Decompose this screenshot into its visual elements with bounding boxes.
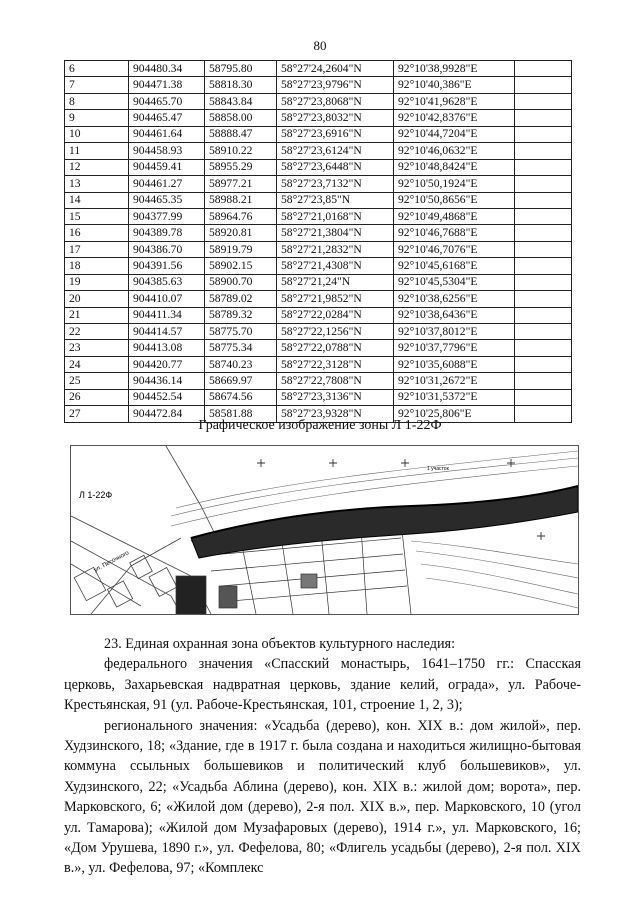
table-cell: 58789.32	[205, 307, 277, 323]
table-cell: 92°10'45,5304"E	[394, 274, 515, 290]
table-cell: 26	[65, 389, 129, 405]
map-street-label: ул. Песочного	[93, 550, 131, 574]
table-cell: 92°10'45,6168"E	[394, 258, 515, 274]
table-cell: 92°10'35,6088"E	[394, 356, 515, 372]
table-cell: 92°10'50,8656"E	[394, 192, 515, 208]
table-row	[65, 241, 572, 257]
table-cell-empty	[515, 93, 572, 109]
table-cell-empty	[515, 208, 572, 224]
table-cell: 58°27'23,85"N	[277, 192, 394, 208]
table-cell: 6	[65, 61, 129, 77]
table-cell: 92°10'38,6256"E	[394, 291, 515, 307]
table-cell: 58988.21	[205, 192, 277, 208]
regional-paragraph: регионального значения: «Усадьба (дерево), кон. XIX в.: дом жилой», пер. Худзинского, 18; «Здание, где в 1917 г. была создана и находиться жилищно-бытовая коммуна ссыльных большевиков и политический клуб большевиков», ул. Худзинского, 22; «Усадьба Аблина (дерево), кон. XIX в.: жилой дом; ворота», пер. Марковского, 6; «Жилой дом (дерево), 2-я пол. XIX в.», пер. Марковского, 10 (угол ул. Тамарова); «Жилой дом Музафаровых (дерево), 1914 г.», ул. Марковского, 16; «Дом Урушева, 1890 г.», ул. Фефелова, 80; «Флигель усадьбы (дерево), 2-я пол. XIX в.», ул. Фефелова, 97; «Комплекс	[64, 717, 581, 877]
table-cell: 27	[65, 406, 129, 422]
table-cell: 58910.22	[205, 143, 277, 159]
table-cell: 58919.79	[205, 241, 277, 257]
table-row	[65, 126, 572, 142]
table-cell: 58977.21	[205, 176, 277, 192]
table-cell: 58843.84	[205, 93, 277, 109]
table-cell: 904452.54	[129, 389, 205, 405]
table-cell: 58°27'23,9328"N	[277, 406, 394, 422]
table-cell: 58°27'23,8032"N	[277, 110, 394, 126]
table-cell-empty	[515, 225, 572, 241]
table-cell: 58795.80	[205, 61, 277, 77]
map-caption: Графическое изображение зоны Л 1-22Ф	[198, 418, 442, 433]
table-cell: 92°10'48,8424"E	[394, 159, 515, 175]
table-cell: 16	[65, 225, 129, 241]
table-cell: 15	[65, 208, 129, 224]
table-cell: 58920.81	[205, 225, 277, 241]
table-cell: 58674.56	[205, 389, 277, 405]
table-cell: 58°27'23,9796"N	[277, 77, 394, 93]
table-cell: 904377.99	[129, 208, 205, 224]
table-row	[65, 143, 572, 159]
table-cell: 904471.38	[129, 77, 205, 93]
table-cell: 58775.70	[205, 324, 277, 340]
zone-map	[70, 445, 579, 615]
table-cell: 8	[65, 93, 129, 109]
table-cell: 58°27'23,7132"N	[277, 176, 394, 192]
table-cell: 904436.14	[129, 373, 205, 389]
table-cell: 92°10'31,5372"E	[394, 389, 515, 405]
table-cell: 58°27'23,6124"N	[277, 143, 394, 159]
table-cell-empty	[515, 340, 572, 356]
table-row	[65, 373, 572, 389]
table-cell: 92°10'37,7796"E	[394, 340, 515, 356]
table-cell: 12	[65, 159, 129, 175]
map-sector-label: 1 участок	[427, 466, 449, 472]
section-heading: 23. Единая охранная зона объектов культурного наследия:	[104, 636, 456, 652]
table-cell: 58°27'23,3136"N	[277, 389, 394, 405]
table-cell-empty	[515, 110, 572, 126]
table-cell: 24	[65, 356, 129, 372]
table-cell: 92°10'31,2672"E	[394, 373, 515, 389]
section-23	[64, 634, 581, 879]
table-cell: 21	[65, 307, 129, 323]
table-cell-empty	[515, 143, 572, 159]
table-cell: 92°10'46,0632"E	[394, 143, 515, 159]
table-cell: 58°27'21,3804"N	[277, 225, 394, 241]
table-row	[65, 77, 572, 93]
table-cell: 58°27'22,0788"N	[277, 340, 394, 356]
table-cell-empty	[515, 291, 572, 307]
map-zone-label: Л 1-22Ф	[79, 490, 113, 500]
table-cell: 58581.88	[205, 406, 277, 422]
table-cell: 58669.97	[205, 373, 277, 389]
table-cell: 58900.70	[205, 274, 277, 290]
table-cell: 10	[65, 126, 129, 142]
table-cell: 904461.27	[129, 176, 205, 192]
table-row	[65, 176, 572, 192]
table-cell: 904459.41	[129, 159, 205, 175]
table-row	[65, 61, 572, 77]
coordinates-table-body	[65, 61, 572, 423]
table-cell: 58964.76	[205, 208, 277, 224]
table-cell: 904458.93	[129, 143, 205, 159]
table-row	[65, 159, 572, 175]
table-cell: 58955.29	[205, 159, 277, 175]
table-row	[65, 356, 572, 372]
table-cell: 58°27'21,24"N	[277, 274, 394, 290]
table-cell: 13	[65, 176, 129, 192]
table-cell: 22	[65, 324, 129, 340]
table-row	[65, 389, 572, 405]
table-cell: 58°27'21,4308"N	[277, 258, 394, 274]
table-cell: 904391.56	[129, 258, 205, 274]
table-cell: 92°10'41,9628"E	[394, 93, 515, 109]
table-cell-empty	[515, 176, 572, 192]
table-row	[65, 208, 572, 224]
table-cell: 58°27'22,0284"N	[277, 307, 394, 323]
table-row	[65, 110, 572, 126]
table-cell: 58789.02	[205, 291, 277, 307]
table-cell: 92°10'50,1924"E	[394, 176, 515, 192]
table-cell-empty	[515, 126, 572, 142]
table-cell: 14	[65, 192, 129, 208]
table-cell: 58775.34	[205, 340, 277, 356]
zone-map-drawing	[71, 446, 578, 614]
table-cell-empty	[515, 307, 572, 323]
table-cell-empty	[515, 324, 572, 340]
table-cell-empty	[515, 389, 572, 405]
table-cell-empty	[515, 373, 572, 389]
table-cell-empty	[515, 274, 572, 290]
table-row	[65, 291, 572, 307]
table-cell: 92°10'44,7204"E	[394, 126, 515, 142]
table-cell: 92°10'49,4868"E	[394, 208, 515, 224]
table-cell: 58°27'22,7808"N	[277, 373, 394, 389]
table-cell: 11	[65, 143, 129, 159]
table-cell-empty	[515, 192, 572, 208]
table-cell-empty	[515, 241, 572, 257]
coordinates-table	[64, 60, 572, 423]
table-cell: 904411.34	[129, 307, 205, 323]
table-cell: 25	[65, 373, 129, 389]
table-cell: 904461.64	[129, 126, 205, 142]
table-cell: 92°10'38,6436"E	[394, 307, 515, 323]
table-cell-empty	[515, 258, 572, 274]
table-cell: 19	[65, 274, 129, 290]
table-row	[65, 274, 572, 290]
table-cell: 92°10'38,9928"E	[394, 61, 515, 77]
table-cell: 904420.77	[129, 356, 205, 372]
table-cell: 58°27'21,2832"N	[277, 241, 394, 257]
table-cell: 58°27'21,9852"N	[277, 291, 394, 307]
table-cell: 58740.23	[205, 356, 277, 372]
table-cell-empty	[515, 356, 572, 372]
table-cell: 92°10'42,8376"E	[394, 110, 515, 126]
table-cell: 58°27'23,6448"N	[277, 159, 394, 175]
table-cell-empty	[515, 77, 572, 93]
table-row	[65, 258, 572, 274]
table-cell-empty	[515, 159, 572, 175]
table-cell: 58°27'22,3128"N	[277, 356, 394, 372]
table-cell: 904410.07	[129, 291, 205, 307]
table-cell: 92°10'40,386"E	[394, 77, 515, 93]
table-cell: 23	[65, 340, 129, 356]
table-cell: 904472.84	[129, 406, 205, 422]
table-cell: 92°10'46,7076"E	[394, 241, 515, 257]
table-row	[65, 93, 572, 109]
table-cell: 904385.63	[129, 274, 205, 290]
table-row	[65, 225, 572, 241]
table-cell: 58858.00	[205, 110, 277, 126]
table-cell: 17	[65, 241, 129, 257]
federal-paragraph: федерального значения «Спасский монастырь, 1641–1750 гг.: Спасская церковь, Захарьевская надвратная церковь, здание келий, ограда», ул. Рабоче-Крестьянская, 91 (ул. Рабоче-Крестьянская, 101, строение 1, 2, 3);	[64, 656, 581, 714]
page-number: 80	[313, 38, 327, 53]
table-cell: 20	[65, 291, 129, 307]
table-cell: 904386.70	[129, 241, 205, 257]
table-cell: 18	[65, 258, 129, 274]
table-cell: 904413.08	[129, 340, 205, 356]
table-row	[65, 192, 572, 208]
table-cell: 58°27'23,6916"N	[277, 126, 394, 142]
table-cell: 904389.78	[129, 225, 205, 241]
table-cell: 92°10'37,8012"E	[394, 324, 515, 340]
table-cell: 7	[65, 77, 129, 93]
table-cell: 904480.34	[129, 61, 205, 77]
table-cell: 58°27'22,1256"N	[277, 324, 394, 340]
table-cell: 9	[65, 110, 129, 126]
table-cell: 904465.35	[129, 192, 205, 208]
table-cell: 58902.15	[205, 258, 277, 274]
table-row	[65, 307, 572, 323]
table-cell: 58°27'24,2604"N	[277, 61, 394, 77]
table-cell-empty	[515, 61, 572, 77]
table-cell: 904465.70	[129, 93, 205, 109]
table-cell: 92°10'25,806"E	[394, 406, 515, 422]
table-cell: 58°27'21,0168"N	[277, 208, 394, 224]
table-row	[65, 324, 572, 340]
table-cell: 58818.30	[205, 77, 277, 93]
table-cell: 92°10'46,7688"E	[394, 225, 515, 241]
table-row	[65, 340, 572, 356]
table-cell: 58888.47	[205, 126, 277, 142]
table-cell: 904414.57	[129, 324, 205, 340]
table-cell: 58°27'23,8068"N	[277, 93, 394, 109]
table-cell: 904465.47	[129, 110, 205, 126]
